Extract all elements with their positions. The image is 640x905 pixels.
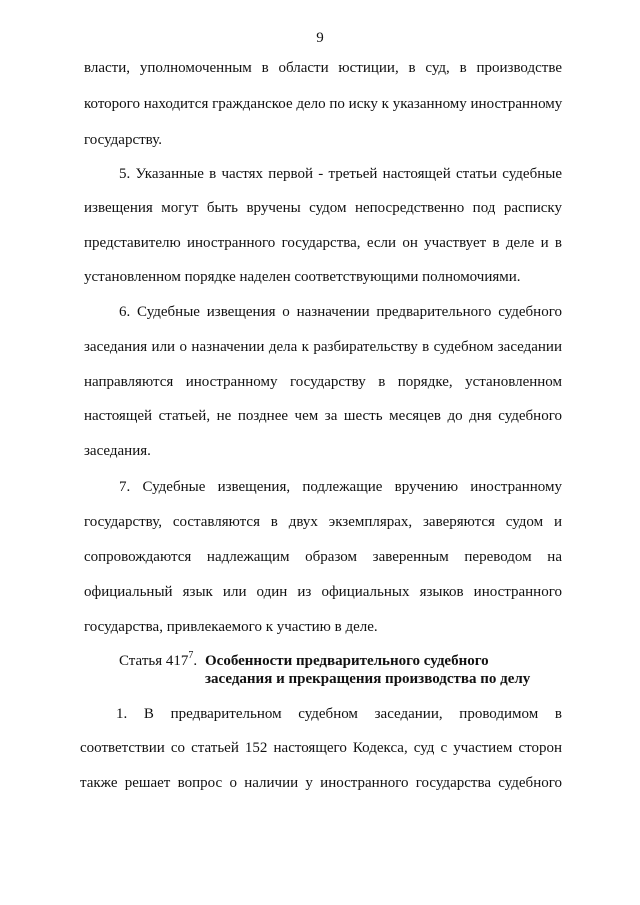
text-line: установленном порядке наделен соответствующими полномочиями. bbox=[84, 269, 521, 285]
text-line: сопровождаются надлежащим образом заверенным переводом на bbox=[84, 549, 562, 565]
paragraph-5-first-line: 5. Указанные в частях первой - третьей настоящей статьи судебные bbox=[119, 166, 562, 182]
page-number: 9 bbox=[316, 30, 324, 46]
paragraph-1-first-line: 1. В предварительном судебном заседании, проводимом в bbox=[116, 706, 562, 722]
text-line: представителю иностранного государства, если он участвует в деле и в bbox=[84, 235, 562, 251]
paragraph-7-first-line: 7. Судебные извещения, подлежащие вручению иностранному bbox=[119, 479, 562, 495]
paragraph-6-first-line: 6. Судебные извещения о назначении предварительного судебного bbox=[119, 304, 562, 320]
text-line: направляются иностранному государству в порядке, установленном bbox=[84, 374, 562, 390]
text-line: которого находится гражданское дело по иску к указанному иностранному bbox=[84, 96, 563, 112]
text-line: извещения могут быть вручены судом непосредственно под расписку bbox=[84, 200, 562, 216]
text-line: настоящей статьей, не позднее чем за шесть месяцев до дня судебного bbox=[84, 408, 562, 424]
text-line: заседания. bbox=[84, 443, 151, 459]
text-line: официальный язык или один из официальных языков иностранного bbox=[84, 584, 562, 600]
text-line: государству, составляются в двух экземплярах, заверяются судом и bbox=[84, 514, 562, 530]
text-line: также решает вопрос о наличии у иностранного государства судебного bbox=[80, 775, 562, 791]
article-title-line-1: Особенности предварительного судебного bbox=[205, 653, 489, 669]
text-line: государству. bbox=[84, 132, 162, 148]
article-superscript: 7 bbox=[188, 650, 194, 661]
text-line: соответствии со статьей 152 настоящего Кодекса, суд с участием сторон bbox=[80, 740, 562, 756]
article-number: Статья 417 bbox=[119, 653, 189, 669]
text-line: государства, привлекаемого к участию в деле. bbox=[84, 619, 378, 635]
article-title-line-2: заседания и прекращения производства по делу bbox=[205, 671, 531, 687]
text-line: заседания или о назначении дела к разбирательству в судебном заседании bbox=[84, 339, 562, 355]
text-line: власти, уполномоченным в области юстиции, в суд, в производстве bbox=[84, 60, 562, 76]
article-label bbox=[119, 650, 198, 670]
article-dot: . bbox=[193, 653, 198, 669]
